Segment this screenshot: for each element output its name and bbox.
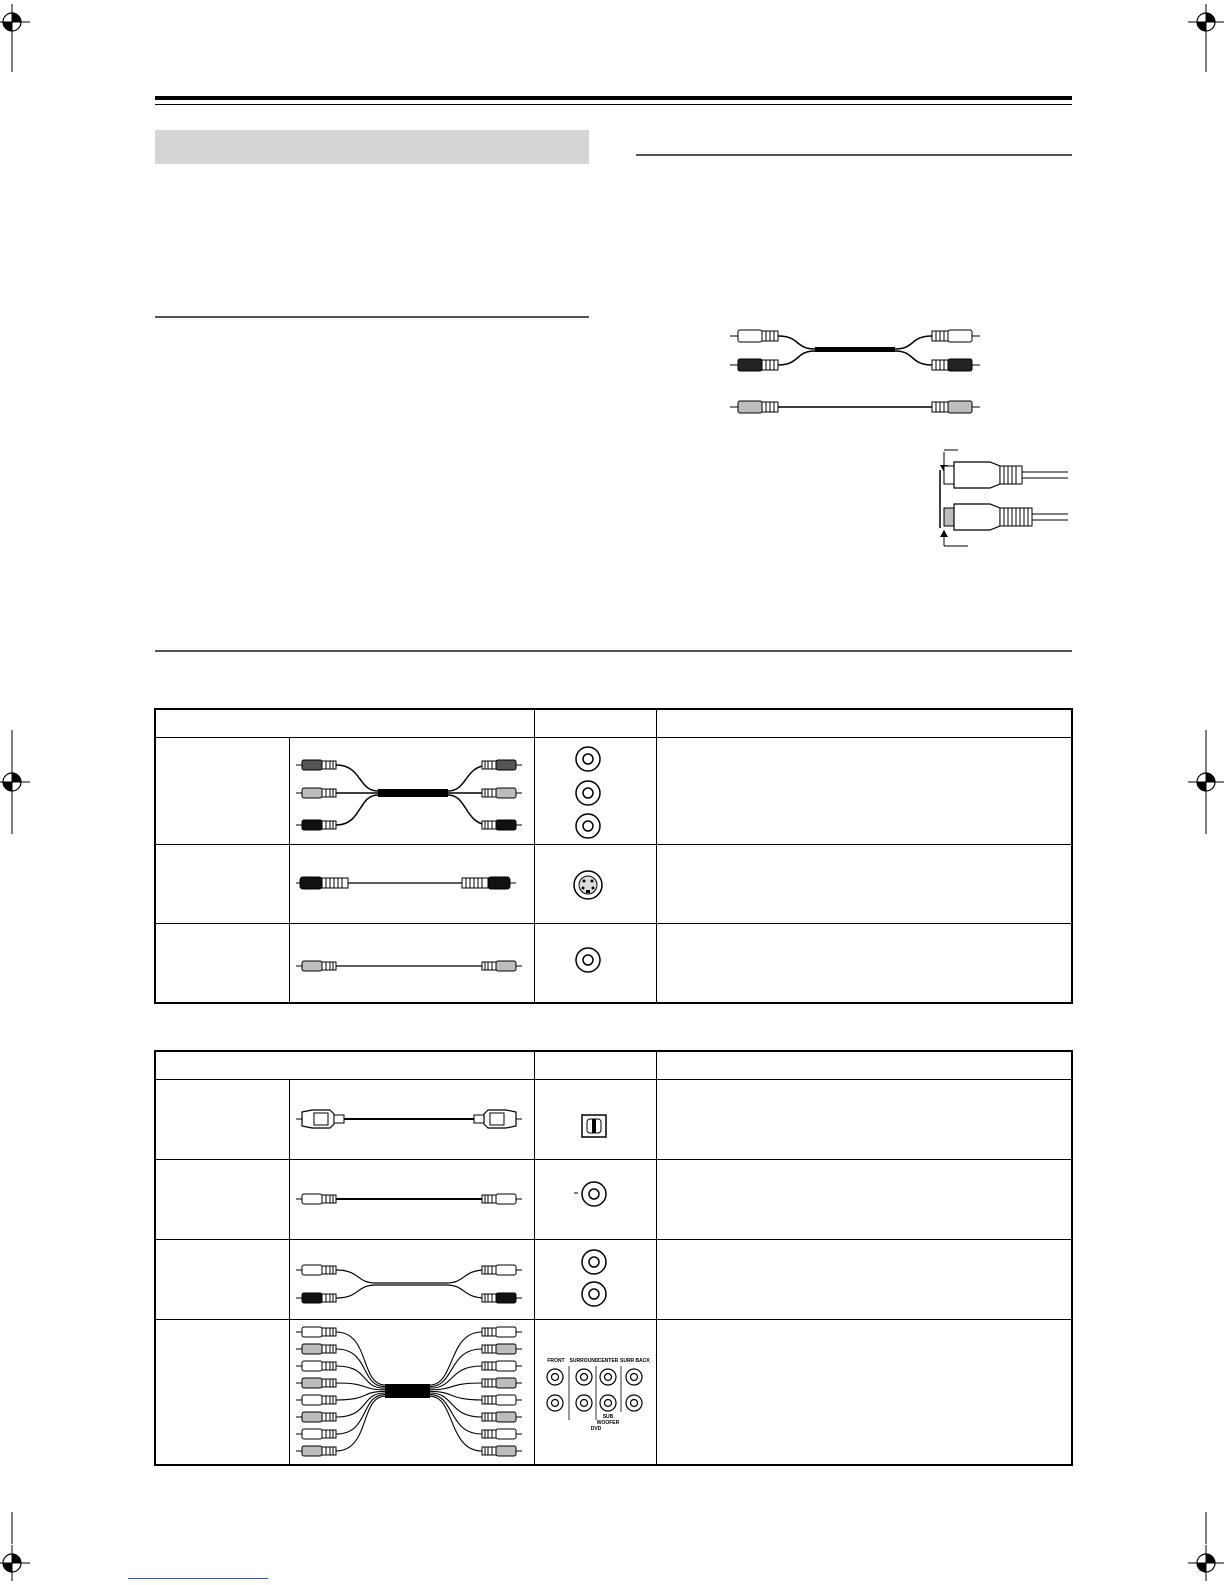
right-heading-rule <box>636 154 1072 156</box>
header-rule-thin <box>155 104 1072 105</box>
jack-label-sub: SUB <box>602 1414 614 1420</box>
audio-table-row-divider-1 <box>156 1159 1071 1160</box>
video-connection-table <box>154 708 1073 1004</box>
section-title-box <box>155 130 589 164</box>
video-table-col-divider-label <box>289 738 290 1002</box>
audio-table-header-divider <box>156 1079 1071 1080</box>
header-rule-thick <box>155 96 1072 100</box>
crop-mark-mid-right <box>1188 730 1224 834</box>
left-heading-rule <box>155 316 589 318</box>
video-table-col-divider-desc <box>656 710 657 1002</box>
video-table-header-divider <box>156 737 1071 738</box>
audio-connection-table <box>154 1050 1073 1466</box>
audio-table-col-divider-jack <box>534 1052 535 1464</box>
crop-mark-bottom-left <box>0 1512 30 1581</box>
crop-mark-top-right <box>1188 4 1224 72</box>
jack-label-surr-back: SURR BACK <box>620 1358 650 1364</box>
video-table-row-divider-1 <box>156 844 1071 845</box>
jack-label-dvd: DVD <box>590 1426 602 1432</box>
jack-label-woofer: WOOFER <box>596 1420 620 1426</box>
audio-table-row-divider-2 <box>156 1239 1071 1240</box>
jack-label-surround: SURROUND <box>569 1358 599 1364</box>
crop-mark-top-left <box>0 4 30 72</box>
crop-mark-bottom-right <box>1188 1512 1224 1581</box>
audio-table-row-divider-3 <box>156 1319 1071 1320</box>
section-divider-rule <box>155 650 1072 652</box>
crop-mark-mid-left <box>0 730 30 834</box>
video-table-row-divider-2 <box>156 923 1071 924</box>
footer-link-underline[interactable] <box>128 1578 268 1579</box>
jack-label-center: CENTER <box>597 1358 619 1364</box>
jack-label-front: FRONT <box>547 1358 565 1364</box>
video-table-col-divider-jack <box>534 710 535 1002</box>
audio-table-col-divider-label <box>289 1080 290 1464</box>
audio-table-col-divider-desc <box>656 1052 657 1464</box>
